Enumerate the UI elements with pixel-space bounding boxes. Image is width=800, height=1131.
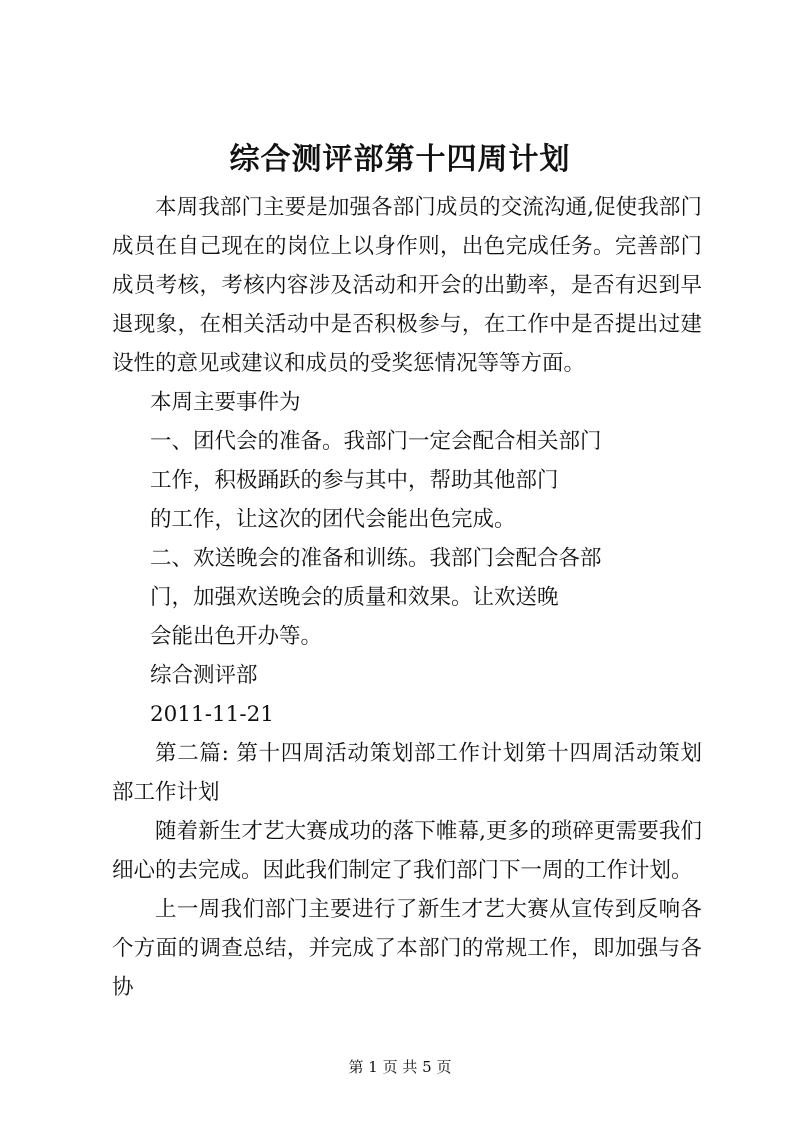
text-line: 的工作，让这次的团代会能出色完成。 — [150, 507, 516, 532]
paragraph: 随着新生才艺大赛成功的落下帷幕,更多的琐碎更需要我们细心的去完成。因此我们制定了我们部门下一周的工作计划。 — [112, 819, 702, 883]
signature-date: 2011-11-21 — [150, 702, 274, 727]
text-line: 一、团代会的准备。我部门一定会配合相关部门 — [150, 429, 602, 454]
document-title: 综合测评部第十四周计划 — [229, 142, 571, 177]
page-number-footer: 第 1 页 共 5 页 — [348, 1058, 452, 1076]
paragraph: 本周我部门主要是加强各部门成员的交流沟通,促使我部门成员在自己现在的岗位上以身作则，出色完成任务。完善部门成员考核，考核内容涉及活动和开会的出勤率，是否有迟到早退现象，在相关活动中是否积极参与，在工作中是否提出过建设性的意见或建议和成员的受奖惩情况等等方面。 — [112, 195, 702, 376]
text-line: 会能出色开办等。 — [150, 624, 323, 649]
text-line: 本周主要事件为 — [150, 390, 301, 415]
text-line: 工作，积极踊跃的参与其中，帮助其他部门 — [150, 468, 559, 493]
paragraph: 上一周我们部门主要进行了新生才艺大赛从宣传到反响各个方面的调查总结，并完成了本部门的常规工作，即加强与各协 — [112, 897, 702, 1000]
document-body — [112, 188, 702, 1007]
text-line: 门，加强欢送晚会的质量和效果。让欢送晚 — [150, 585, 559, 610]
text-line: 二、欢送晚会的准备和训练。我部门会配合各部 — [150, 546, 602, 571]
paragraph: 第二篇: 第十四周活动策划部工作计划第十四周活动策划部工作计划 — [112, 741, 702, 805]
signature-org: 综合测评部 — [150, 663, 258, 688]
